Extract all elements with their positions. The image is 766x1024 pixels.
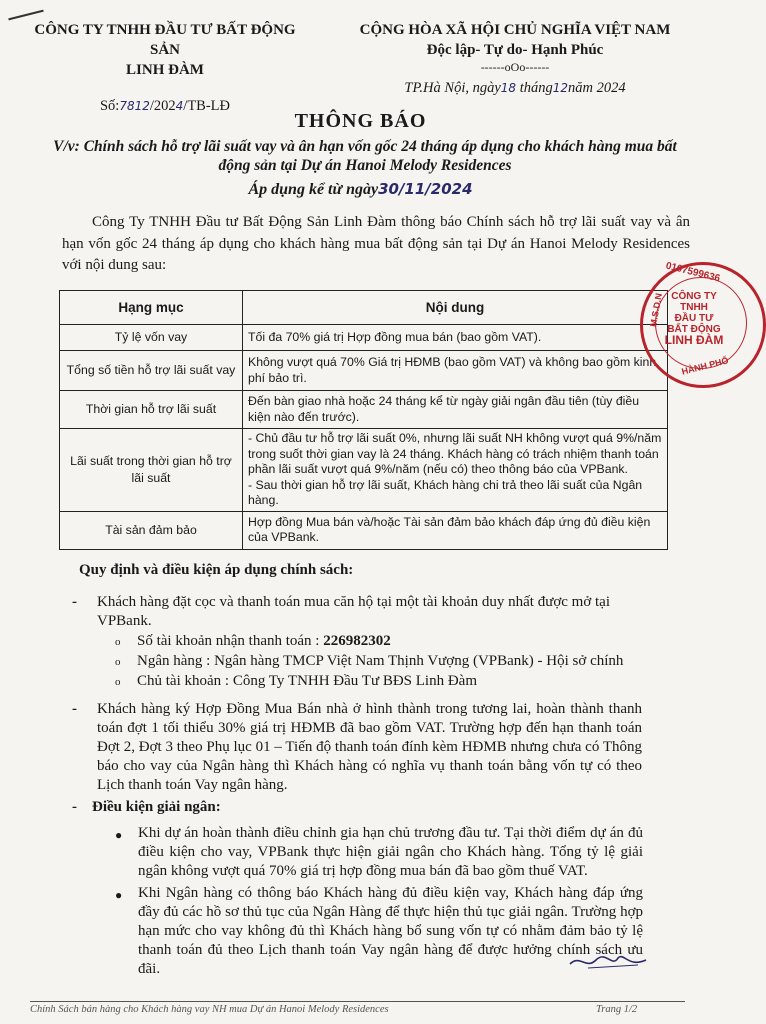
seal-line3: ĐẦU TƯ — [674, 313, 714, 324]
company-name-line1: CÔNG TY TNHH ĐẦU TƯ BẤT ĐỘNG SẢN — [34, 22, 296, 58]
initial-signature — [568, 950, 648, 974]
company-name-line2: LINH ĐÀM — [126, 62, 204, 78]
row-content-part1: - Chủ đầu tư hỗ trợ lãi suất 0%, nhưng lãi suất NH không vượt quá 9%/năm trong suốt thời gian vay là 24 tháng. Khách hàng có trách nhiệm thanh toán phần lãi suất vượt quá 9%/năm (nếu có) theo thông báo của VPBank. — [248, 431, 662, 476]
conditions-title: Quy định và điều kiện áp dụng chính sách: — [79, 562, 354, 578]
holder-line — [115, 672, 477, 692]
effective-date-prefix: Áp dụng kể từ ngày — [248, 181, 379, 198]
seal-bottom-text: HÀNH PHỐ — [680, 355, 730, 377]
company-header — [20, 20, 310, 116]
condition-item-1: Khách hàng đặt cọc và thanh toán mua căn hộ tại một tài khoản duy nhất được mở tại VPBank. — [97, 594, 611, 629]
policy-table — [59, 290, 668, 550]
bullet-dot: ● — [115, 888, 123, 902]
condition-item-2: Khách hàng ký Hợp Đồng Mua Bán nhà ở hình thành trong tương lai, hoàn thành thanh toán đợt 1 tối thiểu 30% giá trị HĐMB đã bao gồm VAT. Trường hợp đến hạn thanh toán Đợt 2, Đợt 3 theo Phụ lục 01 – Tiến độ thanh toán đính kèm HĐMB nhưng chưa có Thông báo cho vay của Ngân hàng thì Khách hàng có nghĩa vụ thanh toán bằng vốn tự có theo Lịch thanh toán Vay ngân hàng. — [97, 701, 642, 793]
national-motto: Độc lập- Tự do- Hạnh Phúc — [426, 42, 604, 58]
bank-name: Ngân hàng : Ngân hàng TMCP Việt Nam Thịnh Vượng (VPBank) - Hội sở chính — [137, 653, 624, 669]
doc-no-prefix: Số: — [99, 98, 120, 114]
table-row — [60, 511, 668, 549]
row-category: Tài sản đảm bảo — [60, 511, 243, 549]
doc-no-year-handwritten: 4 — [175, 99, 184, 113]
effective-date-handwritten: 30/11/2024 — [378, 180, 473, 198]
header-separator: ------oOo------ — [480, 60, 550, 74]
row-content: Đến bàn giao nhà hoặc 24 tháng kể từ ngày giải ngân đầu tiên (tùy điều kiện nào đến trước). — [243, 391, 668, 429]
doc-no-year: /202 — [149, 98, 176, 114]
country-name: CỘNG HÒA XÃ HỘI CHỦ NGHĨA VIỆT NAM — [359, 22, 671, 38]
date-year-label: năm 2024 — [568, 80, 626, 96]
intro-paragraph — [62, 212, 690, 277]
row-content: Tối đa 70% giá trị Hợp đồng mua bán (bao gồm VAT). — [243, 325, 668, 351]
seal-center-text — [659, 291, 729, 346]
row-content — [243, 429, 668, 512]
page-number: Trang 1/2 — [596, 1004, 638, 1015]
column-header-content: Nội dung — [243, 291, 668, 325]
account-label: Số tài khoản nhận thanh toán : — [137, 633, 324, 649]
seal-side-text: M.S.D.N — [648, 292, 664, 328]
disbursement-title: Điều kiện giải ngân: — [92, 799, 221, 815]
table-header-row — [60, 291, 668, 325]
bullet-dot: ● — [115, 828, 123, 842]
bank-line — [115, 652, 623, 672]
date-prefix: TP.Hà Nội, ngày — [404, 80, 501, 96]
issue-date — [330, 78, 700, 98]
dash-marker: - — [72, 799, 77, 815]
date-month-handwritten: 12 — [552, 81, 569, 95]
row-content: Không vượt quá 70% Giá trị HĐMB (bao gồm VAT) và không bao gồm kinh phí bảo trì. — [243, 351, 668, 391]
national-header — [330, 20, 700, 98]
circle-bullet: o — [115, 636, 121, 648]
pen-stroke-mark — [8, 10, 43, 21]
account-number-line — [115, 632, 391, 652]
doc-no-handwritten: 7812 — [119, 99, 150, 113]
document-subject: V/v: Chính sách hỗ trợ lãi suất vay và ân hạn vốn gốc 24 tháng áp dụng cho khách hàng mua bất động sản tại Dự án Hanoi Melody Residences — [53, 138, 677, 174]
seal-line4: BẤT ĐỘNG — [667, 324, 721, 335]
seal-tax-code: 0107599636 — [664, 260, 722, 285]
doc-no-suffix: /TB-LĐ — [183, 98, 231, 114]
seal-line2: TNHH — [680, 302, 708, 313]
row-content: Hợp đồng Mua bán và/hoặc Tài sản đảm bảo khách đáp ứng đủ điều kiện của VPBank. — [243, 511, 668, 549]
effective-date — [0, 180, 721, 199]
row-category: Thời gian hỗ trợ lãi suất — [60, 391, 243, 429]
row-category: Tổng số tiền hỗ trợ lãi suất vay — [60, 351, 243, 391]
account-number: 226982302 — [323, 633, 391, 649]
row-category: Lãi suất trong thời gian hỗ trợ lãi suất — [60, 429, 243, 512]
table-row — [60, 351, 668, 391]
table-row — [60, 325, 668, 351]
disbursement-bullet-2: Khi Ngân hàng có thông báo Khách hàng đủ điều kiện vay, Khách hàng đáp ứng đầy đủ các hồ sơ thủ tục của Ngân Hàng để thực hiện thủ tục giải ngân. Trường hợp hạn mức cho vay không đủ thì Khách hàng bổ sung vốn tự có nhằm đảm bảo tỷ lệ thanh toán đủ theo Lịch thanh toán Vay ngân hàng để được hưởng chính sách ưu đãi. — [138, 885, 643, 977]
seal-line1: CÔNG TY — [671, 291, 717, 302]
dash-marker: - — [72, 701, 77, 717]
footer-divider — [30, 1001, 685, 1002]
circle-bullet: o — [115, 656, 121, 668]
company-seal — [640, 262, 766, 388]
intro-text: Công Ty TNHH Đầu tư Bất Động Sản Linh Đàm thông báo Chính sách hỗ trợ lãi suất vay và ân hạn vốn gốc 24 tháng áp dụng cho khách hàng mua bất động sản tại Dự án Hanoi Melody Residences với nội dung sau: — [62, 214, 690, 273]
disbursement-bullet-1: Khi dự án hoàn thành điều chỉnh gia hạn chủ trương đầu tư. Tại thời điểm dự án đủ điều kiện cho vay, VPBank thực hiện giải ngân cho Khách hàng. Tổng tỷ lệ giải ngân không vượt quá 70% giá trị hợp đồng mua bán đã bao gồm thuế VAT. — [138, 825, 643, 879]
row-category: Tỷ lệ vốn vay — [60, 325, 243, 351]
date-day-handwritten: 18 — [500, 81, 517, 95]
table-row — [60, 391, 668, 429]
account-holder: Chủ tài khoản : Công Ty TNHH Đầu Tư BĐS Linh Đàm — [137, 673, 477, 689]
dash-marker: - — [72, 594, 77, 610]
column-header-category: Hạng mục — [60, 291, 243, 325]
date-month-label: tháng — [516, 80, 553, 96]
row-content-part2: - Sau thời gian hỗ trợ lãi suất, Khách hàng chi trả theo lãi suất của Ngân hàng. — [248, 477, 643, 507]
table-row — [60, 429, 668, 512]
footer-text: Chính Sách bán hàng cho Khách hàng vay NH mua Dự án Hanoi Melody Residences — [30, 1004, 389, 1015]
document-title: THÔNG BÁO — [294, 110, 427, 132]
circle-bullet: o — [115, 676, 121, 688]
seal-line5: LINH ĐÀM — [664, 333, 724, 347]
